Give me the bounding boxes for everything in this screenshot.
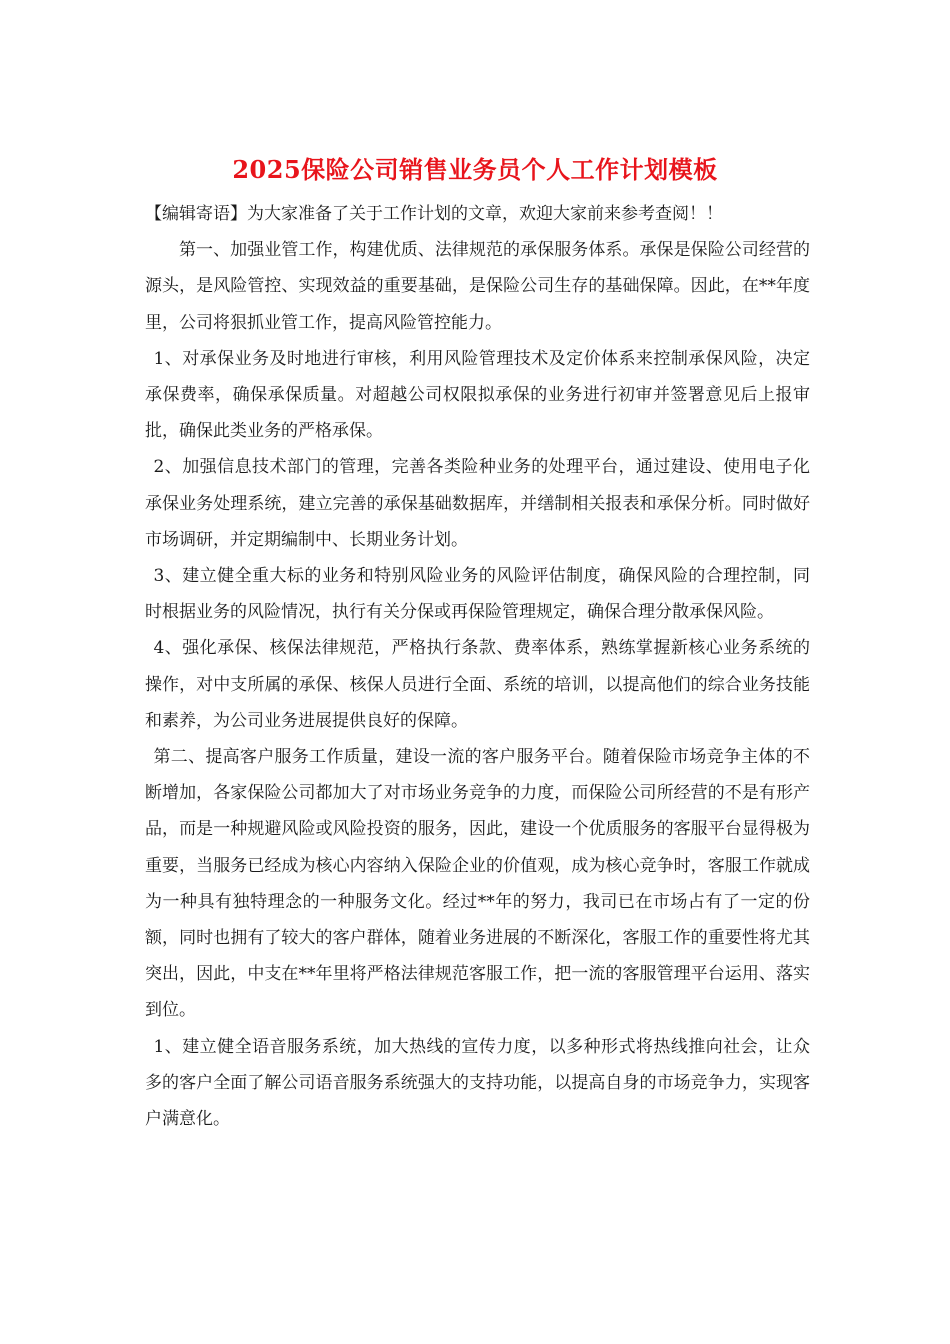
body-paragraph: 第二、提高客户服务工作质量，建设一流的客户服务平台。随着保险市场竞争主体的不断增加，各家保险公司都加大了对市场业务竞争的力度，而保险公司所经营的不是有形产品，而是一种规避风险或风险投资的服务，因此，建设一个优质服务的客服平台显得极为重要，当服务已经成为核心内容纳入保险企业的价值观，成为核心竞争时，客服工作就成为一种具有独特理念的一种服务文化。经过**年的努力，我司已在市场占有了一定的份额，同时也拥有了较大的客户群体，随着业务进展的不断深化，客服工作的重要性将尤其突出，因此，中支在**年里将严格法律规范客服工作，把一流的客服管理平台运用、落实到位。 <box>145 747 810 1021</box>
body-paragraph: 2、加强信息技术部门的管理，完善各类险种业务的处理平台，通过建设、使用电子化承保业务处理系统，建立完善的承保基础数据库，并缮制相关报表和承保分析。同时做好市场调研，并定期编制中、长期业务计划。 <box>145 457 810 550</box>
document-body <box>145 196 810 1137</box>
body-paragraph: 3、建立健全重大标的业务和特别风险业务的风险评估制度，确保风险的合理控制，同时根据业务的风险情况，执行有关分保或再保险管理规定，确保合理分散承保风险。 <box>145 566 810 623</box>
body-paragraph: 1、建立健全语音服务系统，加大热线的宣传力度，以多种形式将热线推向社会，让众多的客户全面了解公司语音服务系统强大的支持功能，以提高自身的市场竞争力，实现客户满意化。 <box>145 1036 810 1130</box>
body-paragraph: 1、对承保业务及时地进行审核，利用风险管理技术及定价体系来控制承保风险，决定承保费率，确保承保质量。对超越公司权限拟承保的业务进行初审并签署意见后上报审批，确保此类业务的严格承保。 <box>145 348 810 442</box>
document-title: 2025保险公司销售业务员个人工作计划模板 <box>232 155 718 184</box>
editor-note-paragraph: 【编辑寄语】为大家准备了关于工作计划的文章，欢迎大家前来参考查阅！！ <box>145 204 723 224</box>
body-paragraph: 第一、加强业管工作，构建优质、法律规范的承保服务体系。承保是保险公司经营的源头，是风险管控、实现效益的重要基础，是保险公司生存的基础保障。因此，在**年度里，公司将狠抓业管工作，提高风险管控能力。 <box>145 240 810 333</box>
body-paragraph: 4、强化承保、核保法律规范，严格执行条款、费率体系，熟练掌握新核心业务系统的操作，对中支所属的承保、核保人员进行全面、系统的培训，以提高他们的综合业务技能和素养，为公司业务进展提供良好的保障。 <box>145 638 810 731</box>
